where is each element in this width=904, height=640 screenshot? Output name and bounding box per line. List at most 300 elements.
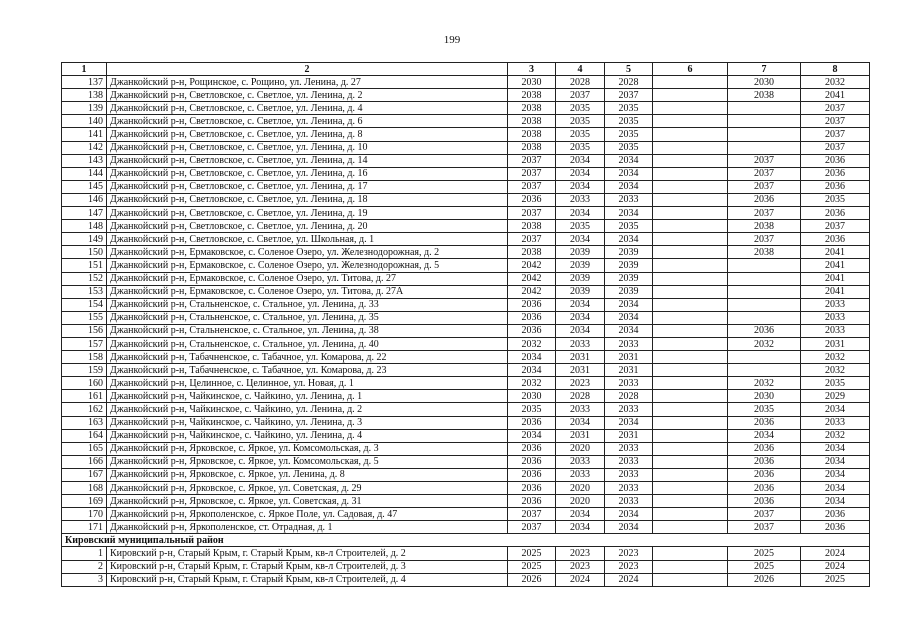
year-cell: 2035 [556, 220, 605, 233]
year-cell: 2020 [556, 495, 605, 508]
year-cell [653, 115, 728, 128]
year-cell [653, 102, 728, 115]
year-cell: 2037 [508, 167, 556, 180]
table-row [62, 102, 870, 115]
address-cell: Джанкойский р-н, Светловское, с. Светлое, ул. Ленина, д. 2 [107, 89, 508, 102]
table-row [62, 298, 870, 311]
year-cell: 2035 [605, 128, 653, 141]
year-cell: 2037 [801, 141, 870, 154]
year-cell: 2039 [605, 272, 653, 285]
row-number-cell: 139 [62, 102, 107, 115]
row-number-cell: 156 [62, 324, 107, 337]
year-cell: 2033 [605, 337, 653, 350]
year-cell: 2025 [728, 547, 801, 560]
year-cell [728, 285, 801, 298]
year-cell: 2034 [605, 324, 653, 337]
year-cell: 2035 [508, 403, 556, 416]
year-cell [728, 128, 801, 141]
year-cell: 2034 [728, 429, 801, 442]
address-cell: Джанкойский р-н, Чайкинское, с. Чайкино, ул. Ленина, д. 2 [107, 403, 508, 416]
year-cell: 2025 [728, 560, 801, 573]
row-number-cell: 148 [62, 220, 107, 233]
year-cell: 2035 [605, 220, 653, 233]
year-cell [653, 246, 728, 259]
year-cell: 2025 [801, 573, 870, 586]
row-number-cell: 146 [62, 193, 107, 206]
address-cell: Джанкойский р-н, Чайкинское, с. Чайкино, ул. Ленина, д. 3 [107, 416, 508, 429]
year-cell: 2024 [801, 560, 870, 573]
year-cell: 2036 [508, 455, 556, 468]
year-cell: 2033 [801, 311, 870, 324]
year-cell: 2024 [605, 573, 653, 586]
table-body-kirovsky [62, 547, 870, 586]
year-cell: 2033 [556, 193, 605, 206]
address-cell: Кировский р-н, Старый Крым, г. Старый Крым, кв-л Строителей, д. 4 [107, 573, 508, 586]
year-cell: 2042 [508, 272, 556, 285]
year-cell: 2038 [508, 89, 556, 102]
year-cell: 2032 [728, 337, 801, 350]
year-cell: 2039 [556, 285, 605, 298]
row-number-cell: 165 [62, 442, 107, 455]
year-cell: 2039 [556, 272, 605, 285]
year-cell: 2038 [508, 115, 556, 128]
year-cell: 2037 [801, 220, 870, 233]
year-cell: 2032 [801, 429, 870, 442]
year-cell [653, 390, 728, 403]
year-cell [653, 442, 728, 455]
year-cell [653, 311, 728, 324]
year-cell: 2023 [605, 547, 653, 560]
year-cell: 2034 [605, 154, 653, 167]
year-cell: 2039 [605, 246, 653, 259]
year-cell: 2034 [556, 154, 605, 167]
year-cell: 2023 [556, 560, 605, 573]
table-row [62, 128, 870, 141]
year-cell [653, 89, 728, 102]
year-cell: 2033 [556, 455, 605, 468]
year-cell: 2036 [728, 416, 801, 429]
year-cell: 2029 [801, 390, 870, 403]
table-row [62, 220, 870, 233]
row-number-cell: 170 [62, 508, 107, 521]
table-row [62, 167, 870, 180]
row-number-cell: 166 [62, 455, 107, 468]
address-cell: Джанкойский р-н, Рощинское, с. Рощино, ул. Ленина, д. 27 [107, 76, 508, 89]
address-cell: Джанкойский р-н, Табачненское, с. Табачное, ул. Комарова, д. 23 [107, 364, 508, 377]
year-cell: 2041 [801, 272, 870, 285]
year-cell: 2042 [508, 285, 556, 298]
address-cell: Джанкойский р-н, Стальненское, с. Стальное, ул. Ленина, д. 35 [107, 311, 508, 324]
address-cell: Джанкойский р-н, Ярковское, с. Яркое, ул. Комсомольская, д. 5 [107, 455, 508, 468]
year-cell: 2034 [556, 180, 605, 193]
year-cell: 2035 [556, 141, 605, 154]
row-number-cell: 141 [62, 128, 107, 141]
year-cell [653, 377, 728, 390]
year-cell [653, 482, 728, 495]
row-number-cell: 149 [62, 233, 107, 246]
year-cell: 2041 [801, 246, 870, 259]
year-cell: 2034 [801, 403, 870, 416]
year-cell [653, 128, 728, 141]
table-row [62, 521, 870, 534]
year-cell [653, 180, 728, 193]
year-cell: 2031 [605, 351, 653, 364]
year-cell: 2034 [605, 207, 653, 220]
table-row [62, 285, 870, 298]
year-cell [653, 547, 728, 560]
year-cell: 2037 [508, 180, 556, 193]
row-number-cell: 3 [62, 573, 107, 586]
year-cell: 2037 [605, 89, 653, 102]
year-cell: 2024 [801, 547, 870, 560]
year-cell: 2037 [508, 508, 556, 521]
year-cell [728, 115, 801, 128]
year-cell [653, 298, 728, 311]
address-cell: Джанкойский р-н, Ермаковское, с. Соленое Озеро, ул. Железнодорожная, д. 5 [107, 259, 508, 272]
year-cell: 2034 [556, 311, 605, 324]
year-cell: 2039 [556, 246, 605, 259]
year-cell: 2033 [605, 455, 653, 468]
row-number-cell: 163 [62, 416, 107, 429]
table-row [62, 246, 870, 259]
row-number-cell: 167 [62, 468, 107, 481]
year-cell: 2036 [508, 416, 556, 429]
year-cell: 2041 [801, 285, 870, 298]
year-cell [728, 141, 801, 154]
year-cell: 2036 [508, 442, 556, 455]
year-cell: 2030 [728, 390, 801, 403]
column-header: 2 [107, 63, 508, 76]
year-cell: 2036 [508, 468, 556, 481]
year-cell: 2034 [801, 468, 870, 481]
year-cell [653, 233, 728, 246]
address-cell: Джанкойский р-н, Яркополенское, с. Яркое Поле, ул. Садовая, д. 47 [107, 508, 508, 521]
column-header: 3 [508, 63, 556, 76]
table-row [62, 89, 870, 102]
year-cell [653, 272, 728, 285]
year-cell: 2037 [508, 521, 556, 534]
year-cell: 2032 [508, 337, 556, 350]
year-cell: 2037 [508, 233, 556, 246]
year-cell: 2035 [605, 102, 653, 115]
year-cell: 2034 [605, 180, 653, 193]
year-cell: 2036 [728, 324, 801, 337]
address-cell: Кировский р-н, Старый Крым, г. Старый Крым, кв-л Строителей, д. 3 [107, 560, 508, 573]
year-cell: 2037 [728, 508, 801, 521]
year-cell: 2033 [605, 442, 653, 455]
table-row [62, 233, 870, 246]
year-cell [728, 311, 801, 324]
year-cell: 2034 [801, 482, 870, 495]
header-row [62, 63, 870, 76]
table-row [62, 311, 870, 324]
table-row [62, 180, 870, 193]
year-cell: 2032 [801, 76, 870, 89]
table-row [62, 416, 870, 429]
address-cell: Джанкойский р-н, Светловское, с. Светлое, ул. Ленина, д. 18 [107, 193, 508, 206]
year-cell: 2036 [728, 442, 801, 455]
year-cell [653, 364, 728, 377]
year-cell: 2032 [801, 351, 870, 364]
year-cell: 2036 [801, 521, 870, 534]
address-cell: Джанкойский р-н, Чайкинское, с. Чайкино, ул. Ленина, д. 4 [107, 429, 508, 442]
year-cell [653, 76, 728, 89]
address-cell: Джанкойский р-н, Табачненское, с. Табачное, ул. Комарова, д. 22 [107, 351, 508, 364]
year-cell: 2034 [605, 311, 653, 324]
address-cell: Джанкойский р-н, Ярковское, с. Яркое, ул. Ленина, д. 8 [107, 468, 508, 481]
year-cell: 2028 [605, 76, 653, 89]
year-cell: 2034 [556, 521, 605, 534]
year-cell: 2037 [728, 521, 801, 534]
table-row [62, 115, 870, 128]
year-cell: 2034 [801, 455, 870, 468]
address-cell: Джанкойский р-н, Светловское, с. Светлое, ул. Ленина, д. 8 [107, 128, 508, 141]
year-cell: 2035 [556, 102, 605, 115]
column-header: 7 [728, 63, 801, 76]
row-number-cell: 151 [62, 259, 107, 272]
year-cell: 2033 [556, 337, 605, 350]
year-cell: 2037 [508, 207, 556, 220]
year-cell: 2037 [556, 89, 605, 102]
table-row [62, 272, 870, 285]
year-cell [653, 285, 728, 298]
year-cell [653, 220, 728, 233]
year-cell: 2031 [801, 337, 870, 350]
table-body-dzhankoy [62, 76, 870, 534]
year-cell: 2031 [556, 429, 605, 442]
address-cell: Кировский р-н, Старый Крым, г. Старый Крым, кв-л Строителей, д. 2 [107, 547, 508, 560]
address-cell: Джанкойский р-н, Светловское, с. Светлое, ул. Ленина, д. 14 [107, 154, 508, 167]
year-cell: 2031 [605, 429, 653, 442]
row-number-cell: 160 [62, 377, 107, 390]
year-cell: 2037 [728, 207, 801, 220]
year-cell: 2039 [605, 259, 653, 272]
address-cell: Джанкойский р-н, Ермаковское, с. Соленое Озеро, ул. Титова, д. 27 [107, 272, 508, 285]
year-cell: 2030 [728, 76, 801, 89]
row-number-cell: 147 [62, 207, 107, 220]
row-number-cell: 161 [62, 390, 107, 403]
year-cell: 2034 [508, 429, 556, 442]
year-cell [653, 154, 728, 167]
year-cell: 2035 [801, 377, 870, 390]
address-cell: Джанкойский р-н, Ермаковское, с. Соленое Озеро, ул. Железнодорожная, д. 2 [107, 246, 508, 259]
table-row [62, 455, 870, 468]
year-cell: 2041 [801, 259, 870, 272]
column-header: 4 [556, 63, 605, 76]
row-number-cell: 162 [62, 403, 107, 416]
row-number-cell: 153 [62, 285, 107, 298]
year-cell: 2037 [801, 115, 870, 128]
year-cell: 2038 [508, 128, 556, 141]
year-cell: 2036 [508, 482, 556, 495]
year-cell: 2034 [508, 364, 556, 377]
year-cell: 2031 [556, 351, 605, 364]
table-row [62, 508, 870, 521]
year-cell: 2023 [556, 547, 605, 560]
year-cell: 2037 [801, 102, 870, 115]
year-cell: 2042 [508, 259, 556, 272]
column-header: 5 [605, 63, 653, 76]
year-cell: 2028 [556, 390, 605, 403]
row-number-cell: 138 [62, 89, 107, 102]
address-cell: Джанкойский р-н, Чайкинское, с. Чайкино, ул. Ленина, д. 1 [107, 390, 508, 403]
row-number-cell: 154 [62, 298, 107, 311]
year-cell: 2033 [556, 403, 605, 416]
row-number-cell: 144 [62, 167, 107, 180]
year-cell: 2035 [556, 115, 605, 128]
section-title: Кировский муниципальный район [62, 534, 870, 547]
table-row [62, 482, 870, 495]
year-cell [653, 416, 728, 429]
year-cell: 2026 [508, 573, 556, 586]
year-cell: 2038 [508, 141, 556, 154]
year-cell: 2036 [801, 180, 870, 193]
year-cell: 2036 [801, 508, 870, 521]
year-cell: 2034 [605, 298, 653, 311]
table-row [62, 207, 870, 220]
year-cell: 2034 [605, 521, 653, 534]
year-cell: 2033 [605, 495, 653, 508]
table-row [62, 193, 870, 206]
year-cell: 2033 [605, 468, 653, 481]
year-cell [653, 141, 728, 154]
year-cell: 2038 [728, 89, 801, 102]
table-row [62, 154, 870, 167]
year-cell: 2020 [556, 482, 605, 495]
year-cell: 2038 [728, 220, 801, 233]
table-row [62, 573, 870, 586]
year-cell: 2036 [508, 324, 556, 337]
year-cell [728, 351, 801, 364]
year-cell: 2025 [508, 560, 556, 573]
year-cell: 2033 [605, 377, 653, 390]
address-cell: Джанкойский р-н, Яркополенское, ст. Отрадная, д. 1 [107, 521, 508, 534]
table-row [62, 337, 870, 350]
year-cell: 2034 [556, 416, 605, 429]
year-cell: 2036 [728, 455, 801, 468]
year-cell: 2026 [728, 573, 801, 586]
year-cell: 2036 [508, 495, 556, 508]
year-cell: 2020 [556, 442, 605, 455]
year-cell: 2034 [605, 233, 653, 246]
year-cell: 2031 [605, 364, 653, 377]
year-cell: 2034 [556, 324, 605, 337]
year-cell: 2041 [801, 89, 870, 102]
year-cell [653, 167, 728, 180]
address-cell: Джанкойский р-н, Светловское, с. Светлое, ул. Ленина, д. 20 [107, 220, 508, 233]
address-cell: Джанкойский р-н, Целинное, с. Целинное, ул. Новая, д. 1 [107, 377, 508, 390]
year-cell [728, 364, 801, 377]
table-row [62, 403, 870, 416]
year-cell: 2035 [556, 128, 605, 141]
table-row [62, 560, 870, 573]
year-cell: 2034 [801, 495, 870, 508]
year-cell: 2033 [605, 482, 653, 495]
address-cell: Джанкойский р-н, Светловское, с. Светлое, ул. Ленина, д. 6 [107, 115, 508, 128]
address-cell: Джанкойский р-н, Ярковское, с. Яркое, ул. Советская, д. 31 [107, 495, 508, 508]
year-cell [653, 207, 728, 220]
year-cell [653, 403, 728, 416]
table-row [62, 141, 870, 154]
row-number-cell: 150 [62, 246, 107, 259]
row-number-cell: 145 [62, 180, 107, 193]
row-number-cell: 2 [62, 560, 107, 573]
year-cell: 2035 [605, 141, 653, 154]
row-number-cell: 155 [62, 311, 107, 324]
year-cell: 2034 [556, 207, 605, 220]
year-cell: 2031 [556, 364, 605, 377]
year-cell: 2037 [508, 154, 556, 167]
year-cell: 2036 [508, 193, 556, 206]
year-cell: 2035 [728, 403, 801, 416]
year-cell [653, 495, 728, 508]
row-number-cell: 137 [62, 76, 107, 89]
year-cell: 2036 [508, 311, 556, 324]
year-cell: 2034 [605, 416, 653, 429]
address-cell: Джанкойский р-н, Светловское, с. Светлое, ул. Ленина, д. 17 [107, 180, 508, 193]
year-cell: 2034 [605, 167, 653, 180]
year-cell: 2037 [801, 128, 870, 141]
address-cell: Джанкойский р-н, Светловское, с. Светлое, ул. Ленина, д. 19 [107, 207, 508, 220]
address-cell: Джанкойский р-н, Ермаковское, с. Соленое Озеро, ул. Титова, д. 27А [107, 285, 508, 298]
row-number-cell: 142 [62, 141, 107, 154]
address-cell: Джанкойский р-н, Светловское, с. Светлое, ул. Школьная, д. 1 [107, 233, 508, 246]
section-row [62, 534, 870, 547]
year-cell: 2033 [605, 193, 653, 206]
year-cell: 2032 [801, 364, 870, 377]
year-cell [728, 272, 801, 285]
year-cell: 2034 [508, 351, 556, 364]
year-cell: 2034 [556, 167, 605, 180]
year-cell: 2034 [605, 508, 653, 521]
year-cell: 2032 [728, 377, 801, 390]
year-cell: 2036 [728, 468, 801, 481]
year-cell: 2037 [728, 180, 801, 193]
address-cell: Джанкойский р-н, Ярковское, с. Яркое, ул. Комсомольская, д. 3 [107, 442, 508, 455]
year-cell: 2036 [801, 207, 870, 220]
housing-table [61, 62, 870, 587]
row-number-cell: 164 [62, 429, 107, 442]
row-number-cell: 159 [62, 364, 107, 377]
table-row [62, 429, 870, 442]
year-cell: 2033 [801, 324, 870, 337]
row-number-cell: 157 [62, 337, 107, 350]
year-cell: 2036 [801, 233, 870, 246]
row-number-cell: 169 [62, 495, 107, 508]
year-cell: 2037 [728, 233, 801, 246]
table-row [62, 351, 870, 364]
year-cell: 2033 [556, 468, 605, 481]
year-cell [653, 429, 728, 442]
year-cell: 2039 [556, 259, 605, 272]
year-cell [653, 259, 728, 272]
year-cell [653, 468, 728, 481]
table-row [62, 468, 870, 481]
year-cell: 2035 [605, 115, 653, 128]
table-row [62, 324, 870, 337]
address-cell: Джанкойский р-н, Светловское, с. Светлое, ул. Ленина, д. 4 [107, 102, 508, 115]
row-number-cell: 171 [62, 521, 107, 534]
year-cell: 2034 [556, 233, 605, 246]
year-cell: 2035 [801, 193, 870, 206]
year-cell [653, 521, 728, 534]
table-row [62, 76, 870, 89]
year-cell [728, 259, 801, 272]
year-cell: 2036 [728, 495, 801, 508]
year-cell [653, 193, 728, 206]
year-cell [728, 298, 801, 311]
year-cell: 2030 [508, 390, 556, 403]
